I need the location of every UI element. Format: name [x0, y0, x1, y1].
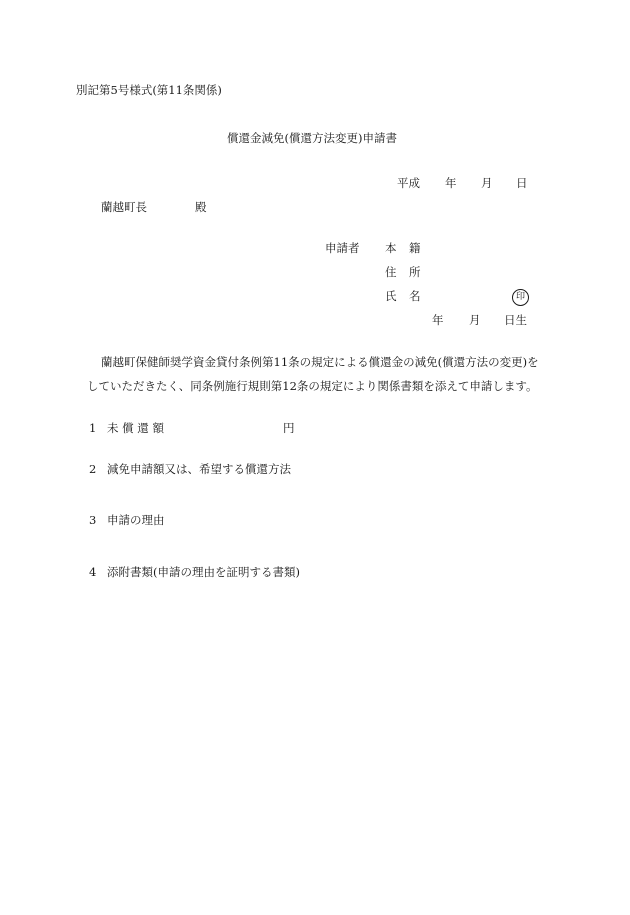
- addressee-honorific: 殿: [195, 200, 207, 214]
- item-unit: 円: [283, 421, 295, 435]
- seal-mark: 印: [512, 289, 529, 306]
- item-number: 3: [89, 513, 97, 527]
- date-era: 平成: [397, 176, 420, 190]
- page-title: 償還金減免(償還方法変更)申請書: [227, 131, 397, 145]
- birth-month: 月: [469, 313, 481, 327]
- addressee-name: 蘭越町長: [101, 200, 147, 214]
- date-month: 月: [481, 176, 493, 190]
- item-label: 添附書類(申請の理由を証明する書類): [107, 565, 300, 579]
- date-day: 日: [516, 176, 528, 190]
- address-char-1: 住: [385, 265, 397, 279]
- item-number: 4: [89, 565, 97, 579]
- item-label: 申請の理由: [107, 513, 165, 527]
- applicant-label: 申請者: [325, 241, 360, 255]
- honseki-char-2: 籍: [409, 241, 421, 255]
- name-char-1: 氏: [385, 289, 397, 303]
- item-label: 減免申請額又は、希望する償還方法: [107, 462, 291, 476]
- body-line-2: していただきたく、同条例施行規則第12条の規定により関係書類を添えて申請します。: [87, 379, 538, 393]
- body-line-1: 蘭越町保健師奨学資金貸付条例第11条の規定による償還金の減免(償還方法の変更)を: [101, 355, 539, 369]
- form-id: 別記第5号様式(第11条関係): [76, 83, 222, 97]
- address-char-2: 所: [409, 265, 421, 279]
- birth-day: 日生: [504, 313, 527, 327]
- honseki-char-1: 本: [385, 241, 397, 255]
- item-number: 2: [89, 462, 97, 476]
- item-number: 1: [89, 421, 97, 435]
- name-char-2: 名: [409, 289, 421, 303]
- birth-year: 年: [432, 313, 444, 327]
- date-year: 年: [445, 176, 457, 190]
- item-label: 未 償 還 額: [107, 421, 164, 435]
